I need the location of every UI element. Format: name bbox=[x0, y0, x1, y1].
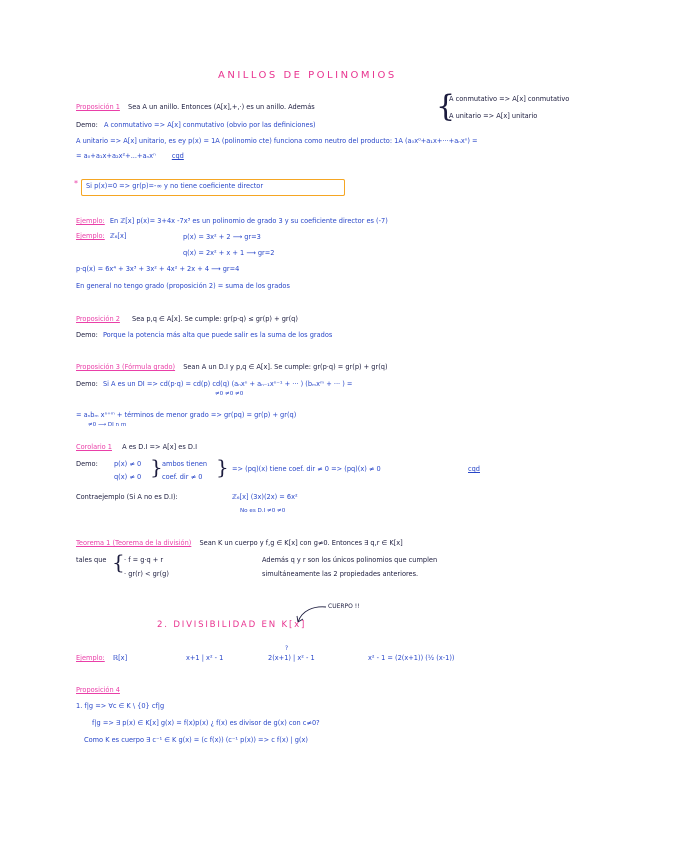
prop1-demo1-line bbox=[76, 122, 316, 130]
section2-title: 2. DIVISIBILIDAD EN K[x] bbox=[157, 620, 307, 630]
corolario-d2: q(x) ≠ 0 bbox=[114, 473, 142, 481]
contra-label: Contraejemplo (Si A no es D.I): bbox=[76, 493, 178, 501]
prop2-label: Proposición 2 bbox=[76, 315, 120, 323]
ejemplo2-pq: p·q(x) = 6x⁴ + 3x³ + 3x² + 4x² + 2x + 4 ⟶ gr=4 bbox=[76, 265, 240, 273]
teorema-line bbox=[76, 540, 403, 548]
prop1-label: Proposición 1 bbox=[76, 103, 120, 111]
ejemplo3-question: ? bbox=[285, 645, 289, 652]
prop2-demo-label: Demo: bbox=[76, 331, 98, 339]
teorema-right2: simultáneamente las 2 propiedades anteriores. bbox=[262, 570, 419, 578]
teorema-brace: { bbox=[112, 550, 125, 574]
corolario-b2: coef. dir ≠ 0 bbox=[162, 473, 203, 481]
corolario-b1: ambos tienen bbox=[162, 460, 208, 468]
ejemplo3-line bbox=[76, 655, 127, 663]
prop3-line bbox=[76, 364, 388, 372]
corolario-demo-label: Demo: bbox=[76, 460, 98, 468]
corolario-brace2: } bbox=[216, 455, 229, 479]
prop1-brace: { bbox=[436, 89, 456, 124]
ejemplo3-label: Ejemplo: bbox=[76, 654, 105, 662]
ejemplo2-ring: ℤ₆[x] bbox=[109, 232, 127, 240]
corolario-brace: } bbox=[150, 455, 163, 479]
boxed-asterisk: * bbox=[74, 179, 78, 188]
prop2-demo-line bbox=[76, 332, 332, 340]
teorema-right1: Además q y r son los únicos polinomios que cumplen bbox=[262, 556, 438, 564]
prop3-demo1: Si A es un DI => cd(p·q) = cd(p) cd(q) (aₙxⁿ + aₙ₋₁xⁿ⁻¹ + ··· ) (bₘxᵐ + ··· ) = bbox=[102, 380, 353, 388]
prop3-demo-label: Demo: bbox=[76, 380, 98, 388]
corolario-cqd: cqd bbox=[468, 465, 480, 473]
teorema-text: Sean K un cuerpo y f,g ∈ K[x] con g≠0. Entonces ∃ q,r ∈ K[x] bbox=[199, 539, 403, 547]
corolario-text: A es D.I => A[x] es D.I bbox=[122, 443, 198, 451]
ejemplo3-b: 2(x+1) | x² - 1 bbox=[268, 654, 315, 662]
corolario-label: Corolario 1 bbox=[76, 443, 112, 451]
teorema-c2: · gr(r) < gr(g) bbox=[124, 570, 169, 578]
prop1-text: Sea A un anillo. Entonces (A[x],+,·) es un anillo. Además bbox=[128, 103, 315, 111]
boxed-note: Si p(x)=0 => gr(p)=-∞ y no tiene coeficiente director bbox=[86, 182, 264, 190]
prop3-demo2-sub: ≠0 ⟶ DI n m bbox=[88, 422, 127, 428]
prop1-demo1: A conmutativo => A[x] conmutativo (obvio por las definiciones) bbox=[103, 121, 316, 129]
ejemplo3-ring: ℝ[x] bbox=[112, 654, 128, 662]
corolario-line bbox=[76, 444, 197, 452]
prop2-demo: Porque la potencia más alta que puede salir es la suma de los grados bbox=[102, 331, 333, 339]
section2-note bbox=[328, 603, 360, 610]
ejemplo1-label: Ejemplo: bbox=[76, 217, 105, 225]
prop3-label: Proposición 3 (Fórmula grado) bbox=[76, 363, 176, 371]
ejemplo2-line bbox=[76, 233, 126, 241]
prop1-right-top: A conmutativo => A[x] conmutativo bbox=[449, 95, 570, 103]
corolario-d1: p(x) ≠ 0 bbox=[114, 460, 142, 468]
prop2-text: Sea p,q ∈ A[x]. Se cumple: gr(p·q) ≤ gr(p) + gr(q) bbox=[132, 315, 298, 323]
ejemplo2-general: En general no tengo grado (proposición 2) = suma de los grados bbox=[76, 282, 290, 290]
page-title: ANILLOS DE POLINOMIOS bbox=[218, 70, 397, 81]
prop1-right-bottom: A unitario => A[x] unitario bbox=[449, 112, 538, 120]
prop3-demo1-line bbox=[76, 381, 352, 389]
ejemplo3-a: x+1 | x² - 1 bbox=[186, 654, 224, 662]
ejemplo3-c: x² - 1 = (2(x+1)) (½ (x-1)) bbox=[368, 654, 455, 662]
prop1-line bbox=[76, 104, 315, 112]
ejemplo2-q: q(x) = 2x² + x + 1 ⟶ gr=2 bbox=[183, 249, 275, 257]
teorema-tales: tales que bbox=[76, 556, 107, 564]
prop1-demo3-line bbox=[76, 153, 184, 161]
prop3-demo2: = aₙbₘ xⁿ⁺ᵐ + términos de menor grado => gr(pq) = gr(p) + gr(q) bbox=[76, 411, 297, 419]
prop1-demo2: A unitario => A[x] unitario, es ey p(x) = 1A (polinomio cte) funciona como neutro del producto: 1A (a₀x⁰+a₁x+···+aₙxⁿ) = bbox=[76, 137, 478, 145]
teorema-label: Teorema 1 (Teorema de la división) bbox=[76, 539, 192, 547]
prop3-text: Sean A un D.I y p,q ∈ A[x]. Se cumple: gr(p·q) = gr(p) + gr(q) bbox=[183, 363, 388, 371]
prop4-l3: Como K es cuerpo ∃ c⁻¹ ∈ K g(x) = (c f(x)) (c⁻¹ p(x)) => c f(x) | g(x) bbox=[84, 736, 308, 744]
corolario-impl: => (pq)(x) tiene coef. dir ≠ 0 => (pq)(x) ≠ 0 bbox=[232, 465, 381, 473]
prop2-line bbox=[76, 316, 298, 324]
teorema-c1: · f = g·q + r bbox=[124, 556, 164, 564]
contra-sub: No es D.I ≠0 ≠0 bbox=[240, 508, 286, 514]
prop1-demo-label: Demo: bbox=[76, 121, 98, 129]
ejemplo2-label: Ejemplo: bbox=[76, 232, 105, 240]
prop1-demo3: = a₀+a₁x+a₂x²+...+aₙxⁿ bbox=[76, 152, 156, 160]
contra-text: ℤ₆[x] (3x)(2x) = 6x² bbox=[232, 493, 298, 501]
ejemplo1-text: En ℤ[x] p(x)= 3+4x -7x³ es un polinomio de grado 3 y su coeficiente director es (-7) bbox=[109, 217, 388, 225]
ejemplo1-line bbox=[76, 218, 388, 226]
prop4-l2: f|g => ∃ p(x) ∈ K[x] g(x) = f(x)p(x) ¿ f(x) es divisor de g(x) con c≠0? bbox=[92, 719, 320, 727]
ejemplo2-p: p(x) = 3x² + 2 ⟶ gr=3 bbox=[183, 233, 261, 241]
prop1-cqd: cqd bbox=[171, 152, 184, 160]
prop3-demo1-sub: ≠0 ≠0 ≠0 bbox=[215, 391, 244, 397]
cuerpo-note-text: CUERPO !! bbox=[328, 603, 360, 610]
prop4-label: Proposición 4 bbox=[76, 686, 120, 694]
prop4-l1: 1. f|g => ∀c ∈ K \ {0} cf|g bbox=[76, 702, 165, 710]
